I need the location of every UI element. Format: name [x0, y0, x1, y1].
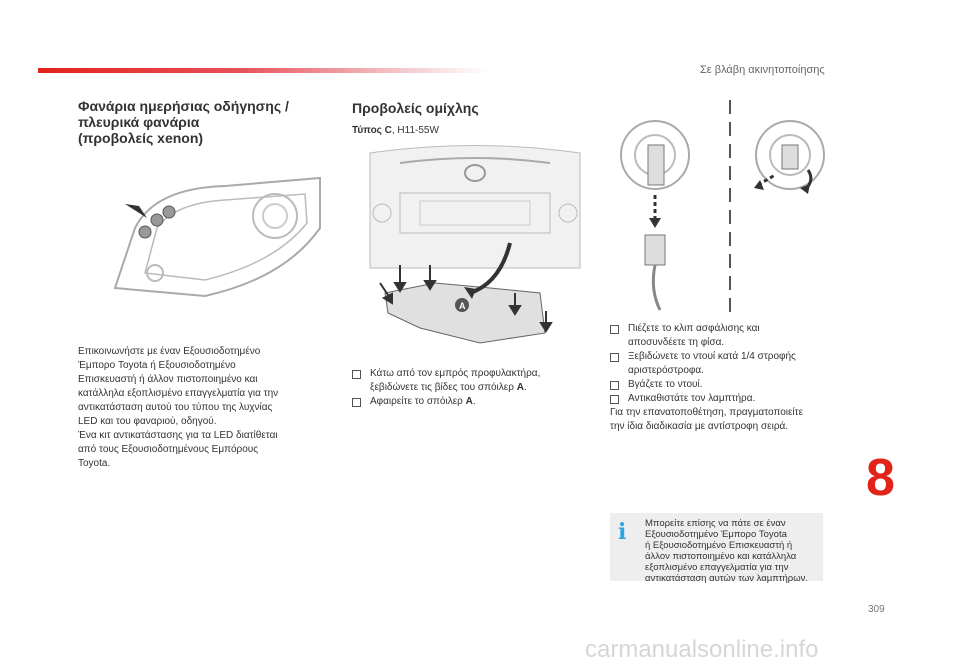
headlamp-illustration [95, 168, 335, 318]
spoiler-marker-label: A [459, 301, 466, 311]
bullet-square-icon [352, 398, 361, 407]
watermark: carmanualsonline.info [585, 636, 819, 663]
middle-title: Προβολείς ομίχλης [352, 100, 479, 116]
bulb-type: Τύπος C, H11-55W [352, 125, 439, 136]
info-text: Μπορείτε επίσης να πάτε σε έναν Εξουσιοδοτημένο Έμπορο Toyota ή Εξουσιοδοτημένο Επισκευαστή ή άλλον πιστοποιημένο και κατάλληλα εξοπλισμένο επαγγελματία για την αντικατάσταση αυτών των λαμπτήρων. [645, 518, 809, 584]
right-steps [610, 322, 840, 434]
bullet-square-icon [610, 325, 619, 334]
bumper-illustration [360, 143, 590, 358]
middle-steps [352, 367, 592, 409]
bullet-square-icon [610, 381, 619, 390]
page-number: 309 [868, 604, 885, 615]
step-unclip: Πιέζετε το κλιπ ασφάλισης και αποσυνδέετε τη φίσα. [610, 322, 840, 350]
left-section [78, 98, 328, 146]
foglamp-bulb-illustration [610, 100, 850, 315]
bullet-square-icon [610, 353, 619, 362]
bullet-square-icon [352, 370, 361, 379]
step-remove-spoiler: Αφαιρείτε το σπόιλερ A. [352, 395, 592, 409]
step-replace-bulb: Αντικαθιστάτε τον λαμπτήρα. [610, 392, 840, 406]
chapter-title: Σε βλάβη ακινητοποίησης [700, 64, 825, 76]
left-title: Φανάρια ημερήσιας οδήγησης / πλευρικά φανάρια (προβολείς xenon) [78, 98, 289, 146]
step-unscrew: Κάτω από τον εμπρός προφυλακτήρα, ξεβιδώνετε τις βίδες του σπόιλερ A. [352, 367, 592, 395]
left-paragraph: Επικοινωνήστε με έναν Εξουσιοδοτημένο Έμπορο Toyota ή Εξουσιοδοτημένο Επισκευαστή ή άλλον πιστοποιημένο και κατάλληλα εξοπλισμένο επαγγελματία για την αντικατάσταση αυτού του τύπου της λυχνίας LED και του φαναριού, οδηγού. Ένα κιτ αντικατάστασης για τα LED διατίθεται από τους Εξουσιοδοτημένους Εμπόρους Toyota. [78, 346, 279, 469]
info-box [610, 513, 823, 584]
info-icon: i [618, 519, 627, 545]
bullet-square-icon [610, 395, 619, 404]
header-accent-bar [38, 68, 488, 73]
chapter-number: 8 [866, 449, 895, 507]
step-unscrew-holder: Ξεβιδώνετε το ντουί κατά 1/4 στροφής αριστερόστροφα. [610, 350, 840, 378]
right-paragraph: Για την επανατοποθέτηση, πραγματοποιείτε την ίδια διαδικασία με αντίστροφη σειρά. [610, 407, 804, 432]
middle-section [352, 100, 592, 138]
step-remove-holder: Βγάζετε το ντουί. [610, 378, 840, 392]
